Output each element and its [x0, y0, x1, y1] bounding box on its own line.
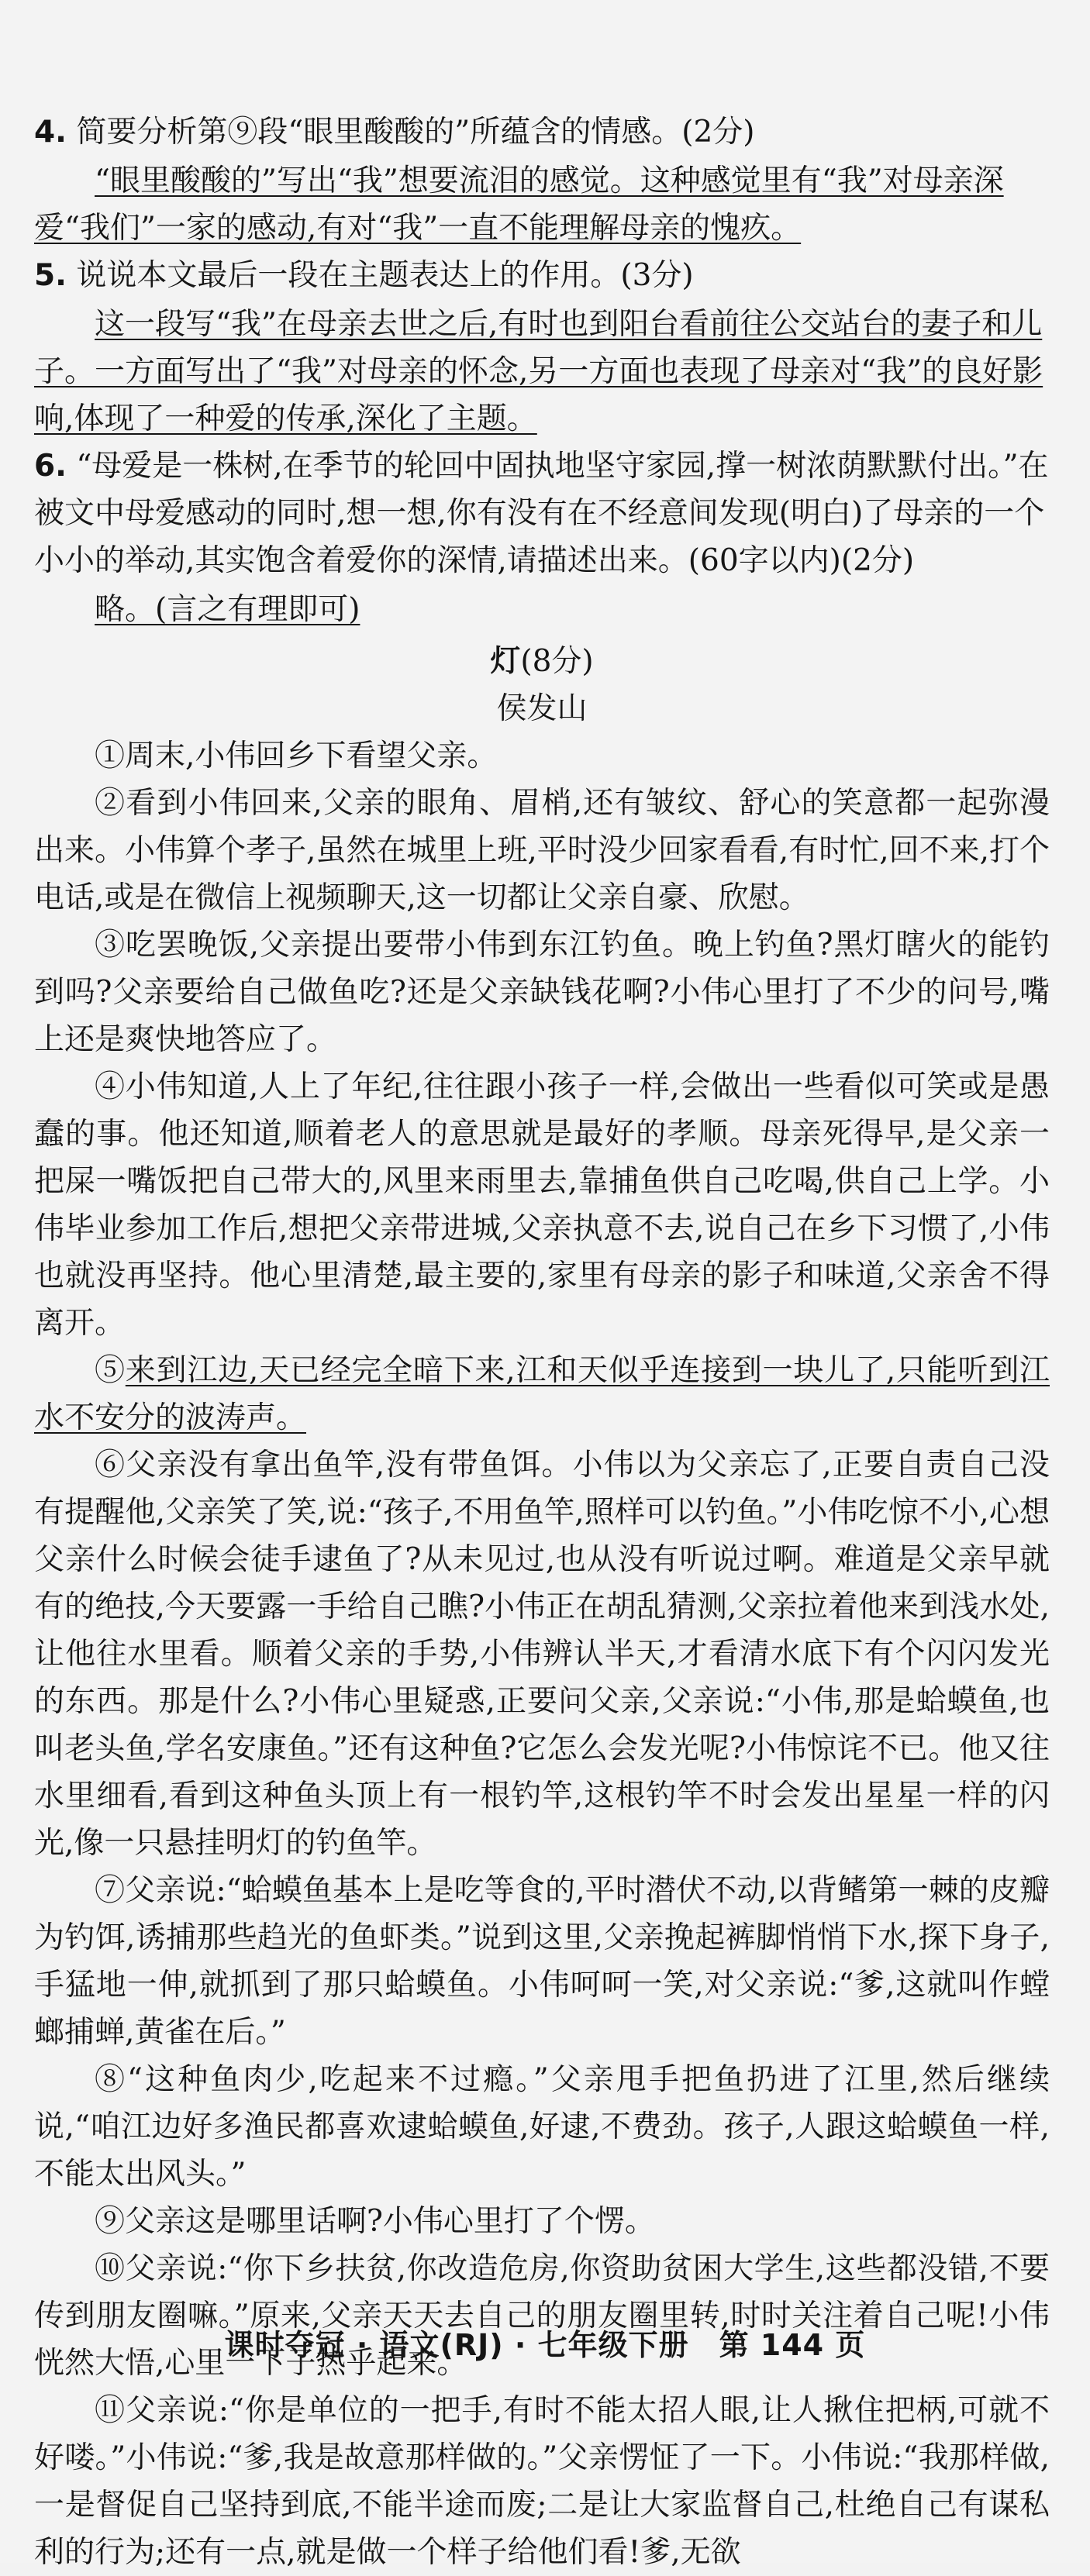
- answer-text: 这一段写“我”在母亲去世之后,有时也到阳台看前往公交站台的妻子和儿子。一方面写出了“我”对母亲的怀念,另一方面也表现了母亲对“我”的良好影响,体现了一种爱的传承,深化了主题。: [34, 307, 1043, 436]
- article-paragraph: ⑪父亲说:“你是单位的一把手,有时不能太招人眼,让人揪住把柄,可就不好喽。”小伟说:“爹,我是故意那样做的。”父亲愣怔了一下。小伟说:“我那样做,一是督促自己坚持到底,不能半途而废;二是让大家监督自己,杜绝自己有谋私利的行为;还有一点,就是做一个样子给他们看!爹,无欲: [34, 2393, 1050, 2570]
- answer-4: [34, 157, 1050, 252]
- article-paragraph: ⑨父亲这是哪里话啊?小伟心里打了个愣。: [95, 2204, 655, 2239]
- question-number: 6.: [34, 449, 67, 484]
- answer-text: 略。(言之有理即可): [95, 592, 360, 627]
- answer-6: [34, 586, 1050, 633]
- answer-5: [34, 301, 1050, 443]
- page-content: [34, 108, 1050, 2576]
- article-paragraph: ②看到小伟回来,父亲的眼角、眉梢,还有皱纹、舒心的笑意都一起弥漫出来。小伟算个孝子,虽然在城里上班,平时没少回家看看,有时忙,回不来,打个电话,或是在微信上视频聊天,这一切都让父亲自豪、欣慰。: [34, 786, 1050, 915]
- underlined-sentence: 来到江边,天已经完全暗下来,江和天似乎连接到一块儿了,只能听到江水不安分的波涛声。: [34, 1353, 1050, 1435]
- article-title: [34, 638, 1050, 685]
- answer-text: “眼里酸酸的”写出“我”想要流泪的感觉。这种感觉里有“我”对母亲深爱“我们”一家的感动,有对“我”一直不能理解母亲的愧疚。: [34, 164, 1004, 246]
- article-paragraph-5: [34, 1347, 1050, 1441]
- article-paragraph: ③吃罢晚饭,父亲提出要带小伟到东江钓鱼。晚上钓鱼?黑灯瞎火的能钓到吗?父亲要给自己做鱼吃?还是父亲缺钱花啊?小伟心里打了不少的问号,嘴上还是爽快地答应了。: [34, 928, 1050, 1057]
- article-paragraph: ⑩父亲说:“你下乡扶贫,你改造危房,你资助贫困大学生,这些都没错,不要传到朋友圈嘛。”原来,父亲天天去自己的朋友圈里转,时时关注着自己呢!小伟恍然大悟,心里一下子热乎起来。: [34, 2251, 1050, 2381]
- page-footer: 课时夺冠 · 语文(RJ) · 七年级下册 第 144 页: [224, 2328, 866, 2362]
- question-text: “母爱是一株树,在季节的轮回中固执地坚守家园,撑一树浓荫默默付出。”在被文中母爱感动的同时,想一想,你有没有在不经意间发现(明白)了母亲的一个小小的举动,其实饱含着爱你的深情,请描述出来。(60字以内)(2分): [34, 449, 1049, 578]
- article-author: 侯发山: [496, 691, 588, 726]
- article-score: (8分): [520, 644, 594, 679]
- paragraph-marker: ⑤: [95, 1353, 126, 1388]
- question-number: 4.: [34, 115, 67, 150]
- question-4: [34, 108, 1050, 156]
- article-paragraph: ①周末,小伟回乡下看望父亲。: [95, 739, 498, 773]
- article-paragraph: ⑧“这种鱼肉少,吃起来不过瘾。”父亲甩手把鱼扔进了江里,然后继续说,“咱江边好多渔民都喜欢逮蛤蟆鱼,好逮,不费劲。孩子,人跟这蛤蟆鱼一样,不能太出风头。”: [34, 2062, 1050, 2192]
- article-title-text: 灯: [490, 644, 521, 679]
- question-number: 5.: [34, 258, 67, 293]
- question-6: [34, 443, 1050, 584]
- article-paragraph: ④小伟知道,人上了年纪,往往跟小孩子一样,会做出一些看似可笑或是愚蠢的事。他还知道,顺着老人的意思就是最好的孝顺。母亲死得早,是父亲一把屎一嘴饭把自己带大的,风里来雨里去,靠捕鱼供自己吃喝,供自己上学。小伟毕业参加工作后,想把父亲带进城,父亲执意不去,说自己在乡下习惯了,小伟也就没再坚持。他心里清楚,最主要的,家里有母亲的影子和味道,父亲舍不得离开。: [34, 1069, 1050, 1341]
- article-paragraph: ⑥父亲没有拿出鱼竿,没有带鱼饵。小伟以为父亲忘了,正要自责自己没有提醒他,父亲笑了笑,说:“孩子,不用鱼竿,照样可以钓鱼。”小伟吃惊不小,心想父亲什么时候会徒手逮鱼了?从未见过,也从没有听说过啊。难道是父亲早就有的绝技,今天要露一手给自己瞧?小伟正在胡乱猜测,父亲拉着他来到浅水处,让他往水里看。顺着父亲的手势,小伟辨认半天,才看清水底下有个闪闪发光的东西。那是什么?小伟心里疑惑,正要问父亲,父亲说:“小伟,那是蛤蟆鱼,也叫老头鱼,学名安康鱼。”还有这种鱼?它怎么会发光呢?小伟惊诧不已。他又往水里细看,看到这种鱼头顶上有一根钓竿,这根钓竿不时会发出星星一样的闪光,像一只悬挂明灯的钓鱼竿。: [34, 1448, 1050, 1861]
- question-5: [34, 252, 1050, 299]
- question-text: 说说本文最后一段在主题表达上的作用。(3分): [76, 258, 694, 293]
- article-paragraph: ⑦父亲说:“蛤蟆鱼基本上是吃等食的,平时潜伏不动,以背鳍第一棘的皮瓣为钓饵,诱捕那些趋光的鱼虾类。”说到这里,父亲挽起裤脚悄悄下水,探下身子,手猛地一伸,就抓到了那只蛤蟆鱼。小伟呵呵一笑,对父亲说:“爹,这就叫作螳螂捕蝉,黄雀在后。”: [34, 1873, 1050, 2050]
- question-text: 简要分析第⑨段“眼里酸酸的”所蕴含的情感。(2分): [76, 115, 755, 150]
